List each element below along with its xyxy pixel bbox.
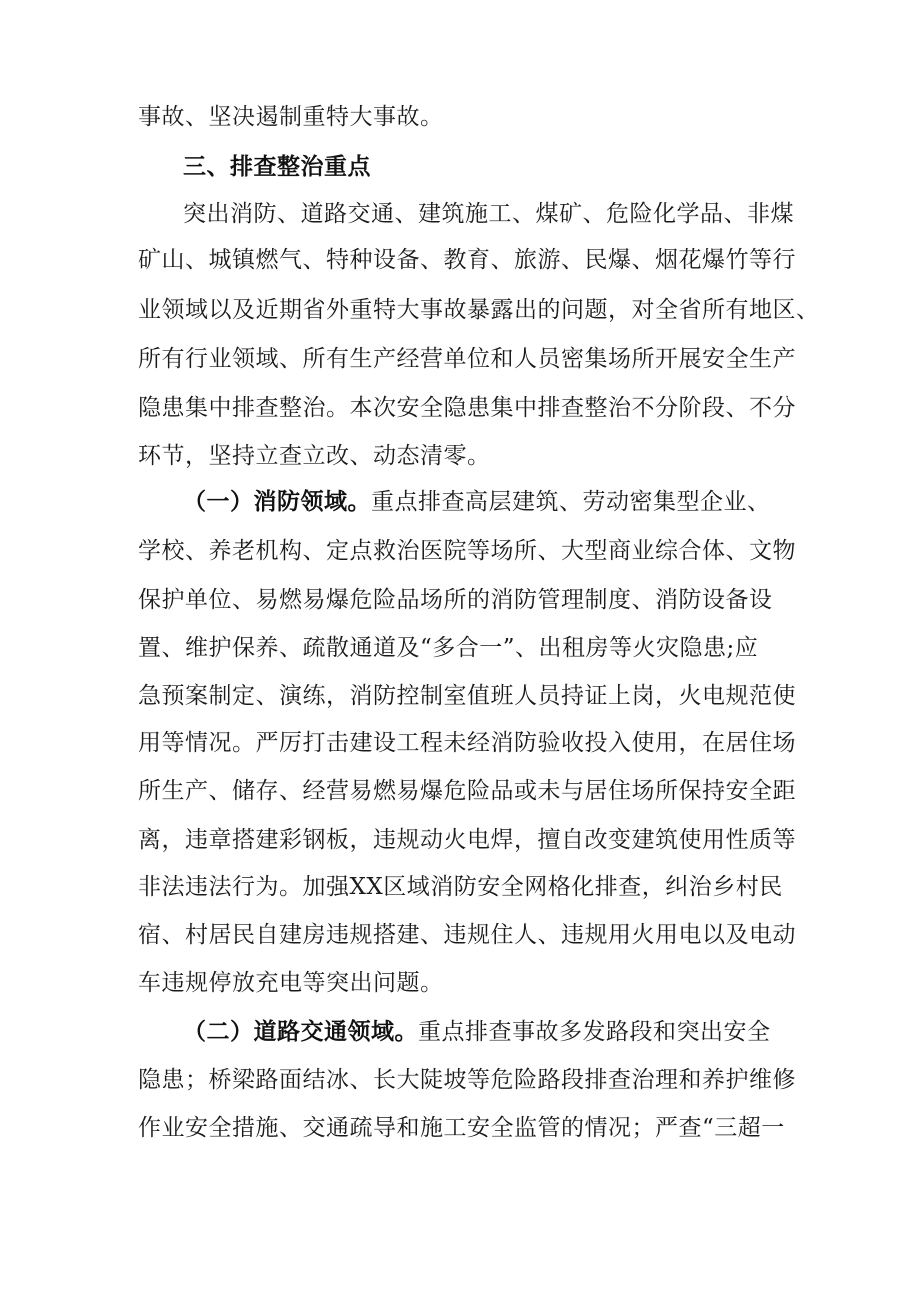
line-text: 所生产、储存、经营易燃易爆危险品或未与居住场所保持安全距 [138,778,796,804]
line-text: 所有行业领域、所有生产经营单位和人员密集场所开展安全生产 [138,346,796,372]
line-text: 保护单位、易燃易爆危险品场所的消防管理制度、消防设备设 [138,587,773,613]
paragraph-line [138,963,920,1003]
paragraph-line [138,531,920,571]
heading-text: 三、排查整治重点 [183,154,371,180]
line-text: 急预案制定、演练，消防控制室值班人员持证上岗，火电规范使 [138,683,796,709]
paragraph-line [138,867,920,907]
paragraph-line [138,388,920,428]
line-text: 突出消防、道路交通、建筑施工、煤矿、危险化学品、非煤 [183,201,794,227]
line-text: 隐患；桥梁路面结冰、长大陡坡等危险路段排查治理和养护维修 [138,1067,796,1093]
line-text: 置、维护保养、疏散通道及“多合一”、出租房等火灾隐患;应 [138,635,759,661]
line-text: 业领域以及近期省外重特大事故暴露出的问题，对全省所有地区、 [138,297,820,323]
paragraph-line [183,194,920,234]
paragraph-line [138,723,920,763]
line-text: 车违规停放充电等突出问题。 [138,970,444,996]
paragraph-line [138,290,920,330]
line-text: 用等情况。严厉打击建设工程未经消防验收投入使用，在居住场 [138,730,796,756]
paragraph-line [183,482,920,522]
line-text: 学校、养老机构、定点救治医院等场所、大型商业综合体、文物 [138,538,796,564]
paragraph-line [138,676,920,716]
line-text: 宿、村居民自建房违规搭建、违规住人、违规用火用电以及电动 [138,922,796,948]
line-text: 隐患集中排查整治。本次安全隐患集中排查整治不分阶段、不分 [138,395,796,421]
line-text: 矿山、城镇燃气、特种设备、教育、旅游、民爆、烟花爆竹等行 [138,247,796,273]
paragraph-line [138,771,920,811]
line-text: 离，违章搭建彩钢板，违规动火电焊，擅自改变建筑使用性质等 [138,827,796,853]
line-text: 非法违法行为。加强XX区域消防安全网格化排查，纠治乡村民 [138,874,783,900]
paragraph-line [138,915,920,955]
paragraph-line [138,240,920,280]
line-text: 重点排查事故多发路段和突出安全 [418,1019,771,1045]
line-text: 事故、坚决遏制重特大事故。 [138,104,444,130]
paragraph-line [138,820,920,860]
section-title-traffic: （二）道路交通领域。 [183,1019,418,1045]
paragraph-line [138,1060,920,1100]
paragraph-line [183,1012,920,1052]
paragraph-line [138,1108,920,1148]
line-text: 环节，坚持立查立改、动态清零。 [138,443,491,469]
paragraph-line [138,436,920,476]
section-title-fire: （一）消防领域。 [183,489,371,515]
paragraph-line [138,628,920,668]
section-heading [183,147,920,187]
line-text: 重点排查高层建筑、劳动密集型企业、 [371,489,771,515]
paragraph-line [138,580,920,620]
paragraph-line [138,97,920,137]
paragraph-line [138,339,920,379]
line-text: 作业安全措施、交通疏导和施工安全监管的情况；严查“三超一 [138,1115,785,1141]
